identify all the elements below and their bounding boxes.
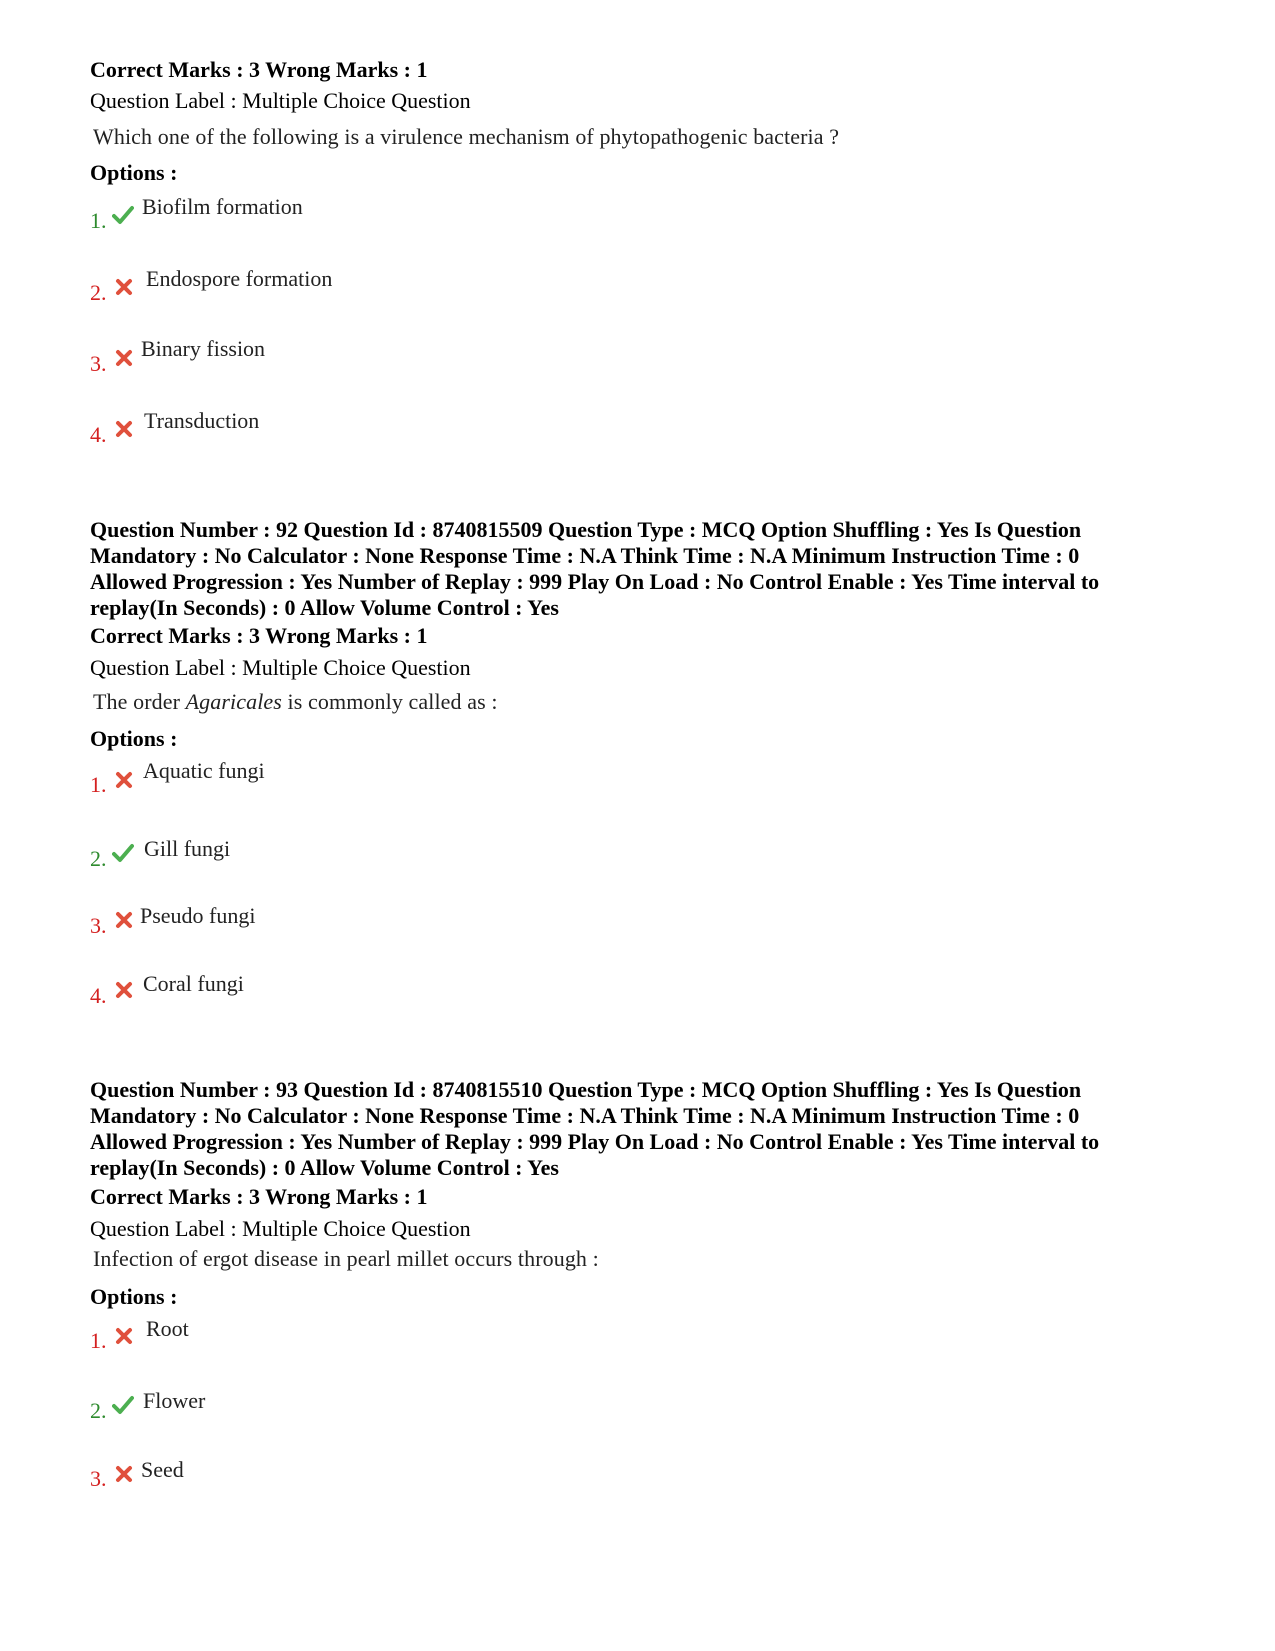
option-number: 2. [90, 1398, 107, 1423]
marks-line: Correct Marks : 3 Wrong Marks : 1 [90, 57, 428, 82]
option-text: Biofilm formation [142, 194, 303, 219]
option-number: 1. [90, 772, 107, 797]
marks-line: Correct Marks : 3 Wrong Marks : 1 [90, 623, 428, 648]
option-number: 3. [90, 351, 107, 376]
option-number: 1. [90, 208, 107, 233]
check-icon [112, 204, 134, 226]
option-text: Aquatic fungi [143, 758, 265, 783]
question-text: Which one of the following is a virulence mechanism of phytopathogenic bacteria ? [93, 124, 840, 149]
check-icon [112, 842, 134, 864]
cross-icon [113, 979, 135, 1001]
marks-line: Correct Marks : 3 Wrong Marks : 1 [90, 1184, 428, 1209]
option-number: 4. [90, 983, 107, 1008]
option-number: 3. [90, 913, 107, 938]
check-icon [112, 1394, 134, 1416]
option-number: 2. [90, 280, 107, 305]
cross-icon [113, 1463, 135, 1485]
question-header-line: Mandatory : No Calculator : None Response Time : N.A Think Time : N.A Minimum Instruction Time : 0 [90, 1103, 1080, 1128]
options-heading: Options : [90, 726, 178, 751]
italic-term: Agaricales [185, 689, 282, 714]
option-text: Coral fungi [143, 971, 244, 996]
option-text: Binary fission [141, 336, 266, 361]
question-header-line: replay(In Seconds) : 0 Allow Volume Control : Yes [90, 1155, 559, 1180]
cross-icon [113, 276, 135, 298]
option-text: Transduction [144, 408, 260, 433]
option-number: 3. [90, 1466, 107, 1491]
question-header [90, 1077, 1210, 1181]
option-text: Seed [141, 1457, 184, 1482]
question-label: Question Label : Multiple Choice Question [90, 88, 471, 113]
cross-icon [113, 769, 135, 791]
option-text: Endospore formation [146, 266, 333, 291]
question-header [90, 517, 1210, 621]
option-number: 1. [90, 1328, 107, 1353]
question-header-line: Question Number : 92 Question Id : 8740815509 Question Type : MCQ Option Shuffling : Yes Is Question [90, 517, 1082, 542]
option-text: Root [146, 1316, 189, 1341]
question-header-line: Question Number : 93 Question Id : 8740815510 Question Type : MCQ Option Shuffling : Yes Is Question [90, 1077, 1082, 1102]
question-header-line: replay(In Seconds) : 0 Allow Volume Control : Yes [90, 595, 559, 620]
question-header-line: Allowed Progression : Yes Number of Replay : 999 Play On Load : No Control Enable : Yes Time interval to [90, 569, 1100, 594]
question-text: The order Agaricales is commonly called as : [93, 689, 498, 714]
question-header-line: Mandatory : No Calculator : None Response Time : N.A Think Time : N.A Minimum Instruction Time : 0 [90, 543, 1080, 568]
question-label: Question Label : Multiple Choice Question [90, 655, 471, 680]
option-text: Gill fungi [144, 836, 231, 861]
cross-icon [113, 418, 135, 440]
cross-icon [113, 909, 135, 931]
option-number: 4. [90, 422, 107, 447]
question-text: Infection of ergot disease in pearl millet occurs through : [93, 1246, 599, 1271]
options-heading: Options : [90, 160, 178, 185]
cross-icon [113, 1325, 135, 1347]
question-header-line: Allowed Progression : Yes Number of Replay : 999 Play On Load : No Control Enable : Yes Time interval to [90, 1129, 1100, 1154]
question-label: Question Label : Multiple Choice Question [90, 1216, 471, 1241]
option-text: Pseudo fungi [140, 903, 256, 928]
option-number: 2. [90, 846, 107, 871]
option-text: Flower [143, 1388, 206, 1413]
options-heading: Options : [90, 1284, 178, 1309]
cross-icon [113, 347, 135, 369]
